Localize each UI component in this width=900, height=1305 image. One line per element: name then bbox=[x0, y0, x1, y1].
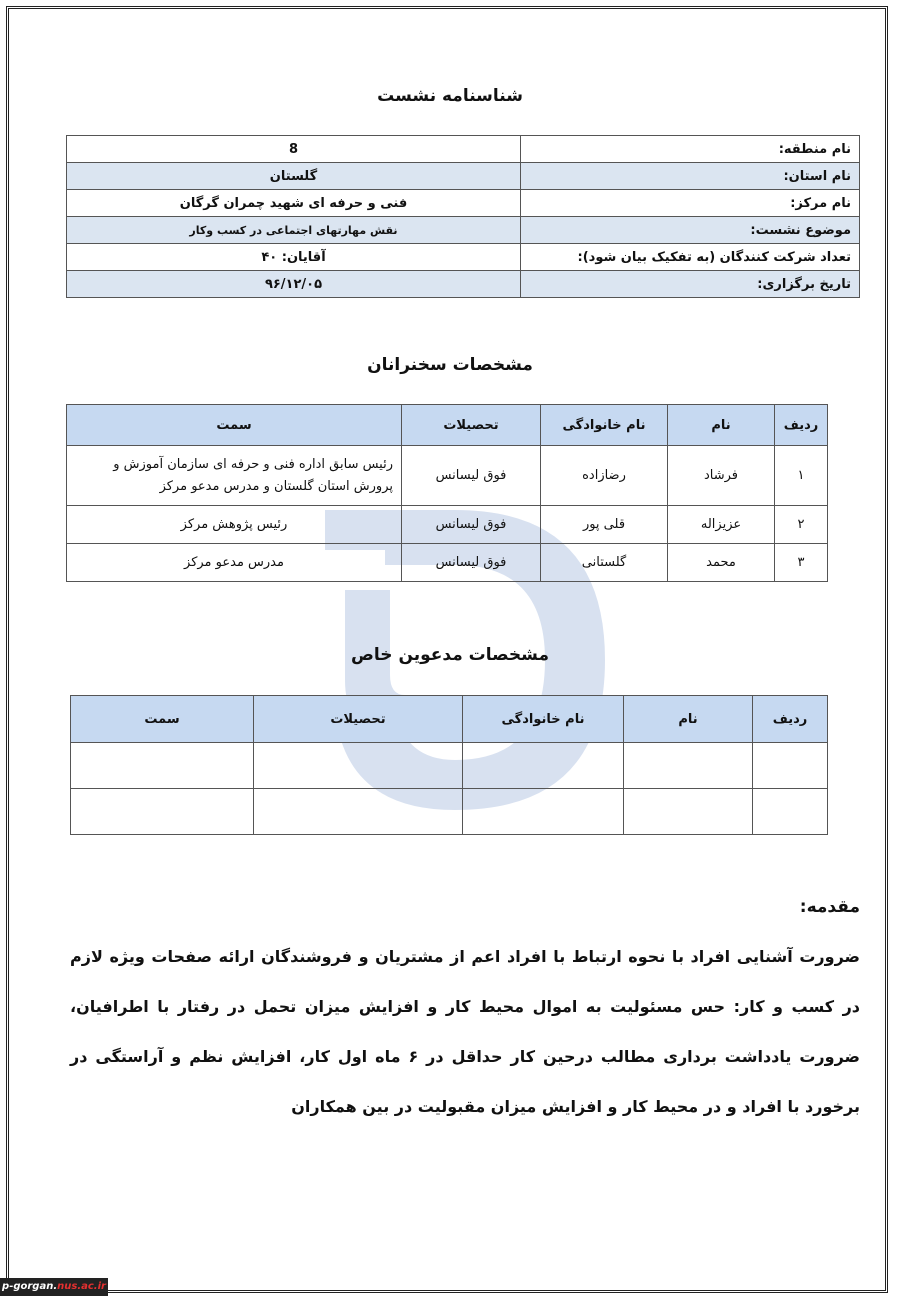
table-row bbox=[71, 789, 828, 835]
guests-header-row bbox=[71, 696, 828, 743]
table-row: ۲ عزیزاله قلی پور فوق لیسانس رئیس پژوهش مرکز bbox=[67, 506, 828, 544]
session-info-table bbox=[66, 135, 860, 298]
col-family: نام خانوادگی bbox=[541, 405, 668, 446]
speakers-table bbox=[66, 404, 828, 582]
col-radif: ردیف bbox=[775, 405, 828, 446]
intro-heading: مقدمه: bbox=[799, 897, 860, 917]
session-info-title: شناسنامه نشست bbox=[377, 86, 523, 106]
col-education: تحصیلات bbox=[254, 696, 463, 743]
col-name: نام bbox=[668, 405, 775, 446]
col-radif: ردیف bbox=[753, 696, 828, 743]
col-family: نام خانوادگی bbox=[463, 696, 624, 743]
info-row: موضوع نشست: نقش مهارتهای اجتماعی در کسب وکار bbox=[67, 217, 860, 244]
info-row: نام منطقه: 8 bbox=[67, 136, 860, 163]
col-position: سمت bbox=[71, 696, 254, 743]
guests-table bbox=[70, 695, 828, 835]
col-education: تحصیلات bbox=[402, 405, 541, 446]
table-row: ۱ فرشاد رضازاده فوق لیسانس رئیس سابق اداره فنی و حرفه ای سازمان آموزش و پرورش استان گلستان و مدرس مدعو مرکز bbox=[67, 446, 828, 506]
speakers-header-row bbox=[67, 405, 828, 446]
info-row: تاریخ برگزاری: ۹۶/۱۲/۰۵ bbox=[67, 271, 860, 298]
table-row: ۳ محمد گلستانی فوق لیسانس مدرس مدعو مرکز bbox=[67, 544, 828, 582]
site-url-badge[interactable]: p-gorgan.nus.ac.ir bbox=[0, 1278, 108, 1296]
guests-title: مشخصات مدعوین خاص bbox=[351, 645, 549, 665]
intro-paragraph: ضرورت آشنایی افراد با نحوه ارتباط با افراد اعم از مشتریان و فروشندگان ارائه صفحات ویژه لازم در کسب و کار: حس مسئولیت به اموال محیط کار و افزایش میزان تحمل در رفتار با اطرافیان، ضرورت یادداشت برداری مطالب درحین کار حداقل در ۶ ماه اول کار، افزایش نظم و آراستگی در برخورد با افراد و در محیط کار و افزایش میزان مقبولیت در بین همکاران bbox=[70, 947, 860, 1116]
col-name: نام bbox=[624, 696, 753, 743]
col-position: سمت bbox=[67, 405, 402, 446]
intro-section bbox=[70, 892, 860, 1132]
info-row: تعداد شرکت کنندگان (به تفکیک بیان شود): آقایان: ۴۰ bbox=[67, 244, 860, 271]
info-row: نام مرکز: فنی و حرفه ای شهید چمران گرگان bbox=[67, 190, 860, 217]
info-row: نام استان: گلستان bbox=[67, 163, 860, 190]
speakers-title: مشخصات سخنرانان bbox=[367, 355, 533, 375]
table-row bbox=[71, 743, 828, 789]
